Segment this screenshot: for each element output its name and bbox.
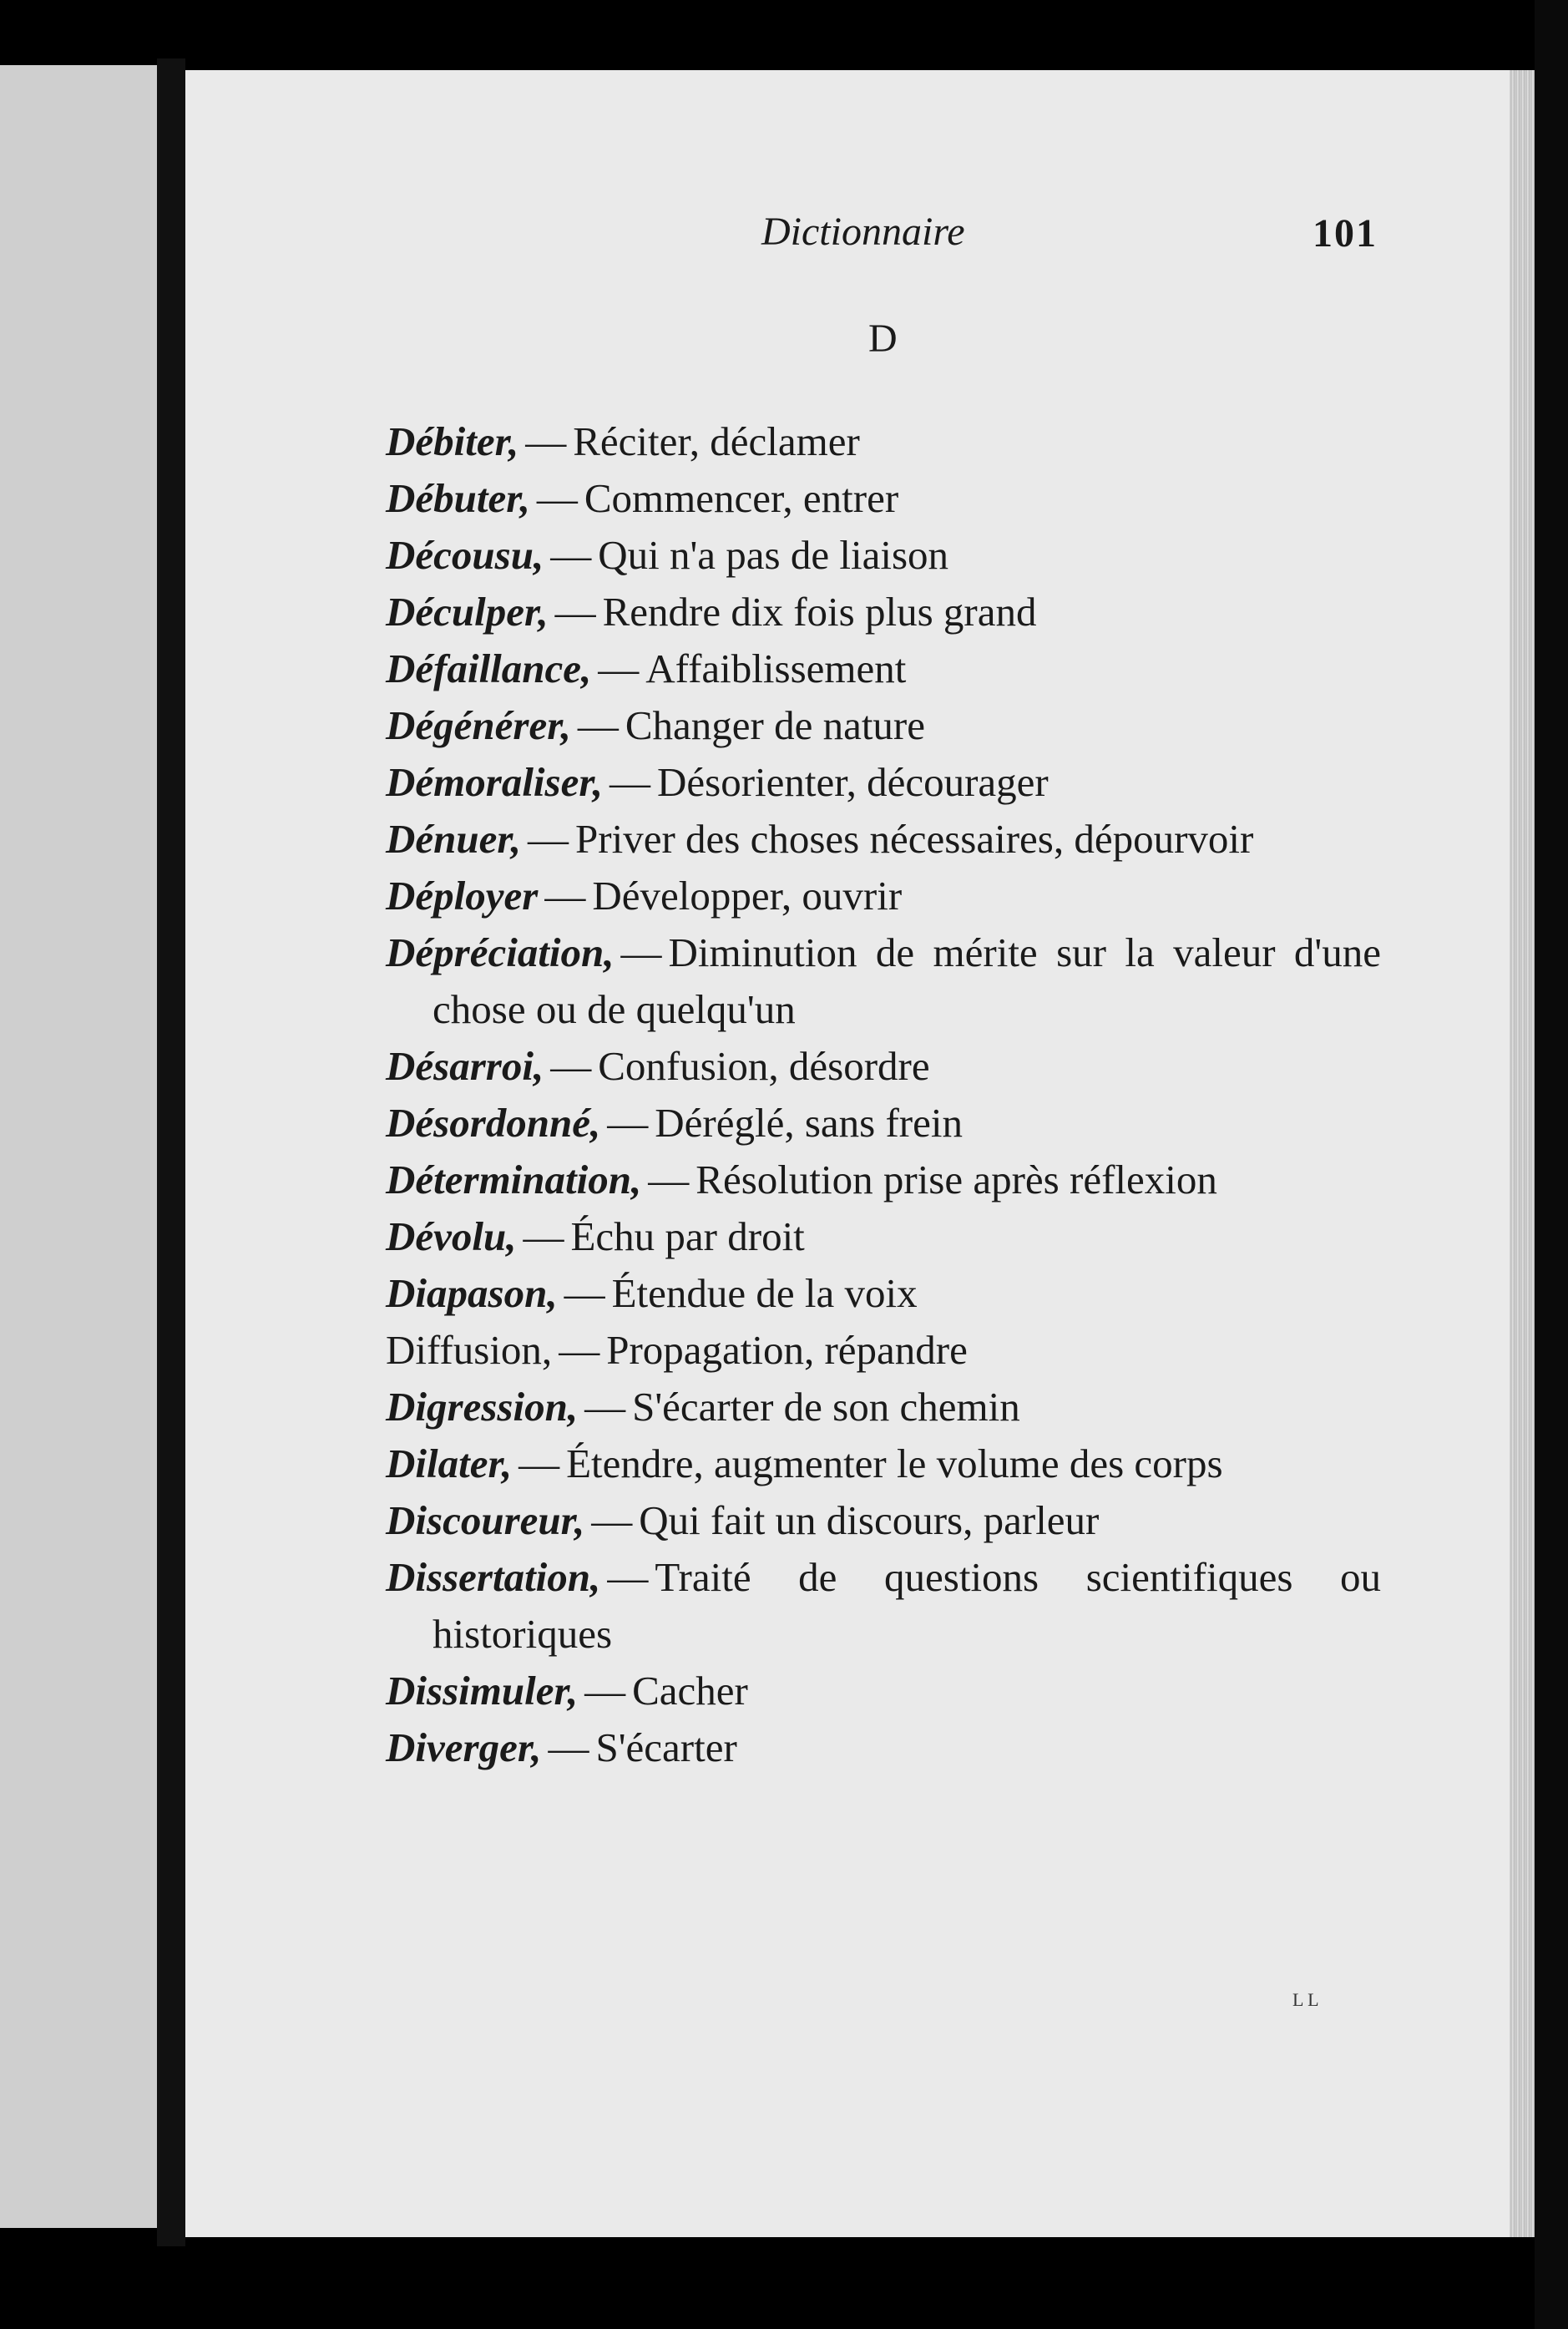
headword: Désordonné, xyxy=(386,1100,601,1146)
dictionary-entry xyxy=(386,1492,1381,1549)
headword: Diffusion, xyxy=(386,1327,553,1373)
headword: Dissimuler, xyxy=(386,1668,579,1714)
dictionary-entry xyxy=(386,868,1381,924)
definition: Désorienter, décourager xyxy=(656,759,1049,805)
headword: Dévolu, xyxy=(386,1213,517,1259)
definition: Échu par droit xyxy=(570,1213,805,1259)
headword: Déployer xyxy=(386,873,539,919)
dictionary-entry xyxy=(386,1265,1381,1322)
dictionary-entry xyxy=(386,1152,1381,1208)
separator: — xyxy=(609,759,650,805)
definition: Qui fait un discours, parleur xyxy=(639,1497,1100,1543)
definition: Changer de nature xyxy=(625,702,926,748)
definition: S'écarter xyxy=(595,1724,737,1770)
dictionary-entry xyxy=(386,754,1381,811)
definition: Étendre, augmenter le volume des corps xyxy=(566,1440,1223,1486)
separator: — xyxy=(528,816,569,862)
book-gutter xyxy=(157,58,185,2246)
definition: Déréglé, sans frein xyxy=(655,1100,963,1146)
definition: Affaiblissement xyxy=(645,646,907,691)
dictionary-entry xyxy=(386,1038,1381,1095)
headword: Débiter, xyxy=(386,418,519,464)
dictionary-entry xyxy=(386,527,1381,584)
separator: — xyxy=(584,1668,626,1714)
separator: — xyxy=(518,1440,560,1486)
separator: — xyxy=(620,929,662,975)
separator: — xyxy=(544,873,586,919)
headword: Décousu, xyxy=(386,532,544,578)
definition: Propagation, répandre xyxy=(606,1327,968,1373)
dictionary-entry xyxy=(386,1208,1381,1265)
left-page-margin xyxy=(0,65,159,2228)
headword: Dilater, xyxy=(386,1440,513,1486)
page-header xyxy=(185,209,1528,276)
headword: Diapason, xyxy=(386,1270,558,1316)
separator: — xyxy=(525,418,567,464)
definition: Cacher xyxy=(632,1668,748,1714)
dictionary-entry xyxy=(386,470,1381,527)
definition: Commencer, entrer xyxy=(584,475,899,521)
headword: Discoureur, xyxy=(386,1497,585,1543)
dictionary-entry xyxy=(386,811,1381,868)
dictionary-entry xyxy=(386,1663,1381,1719)
page-number: 101 xyxy=(1313,211,1378,256)
page-stack-edge xyxy=(1510,70,1535,2237)
definition: Traité de questions scientifiques ou historiques xyxy=(432,1554,1381,1657)
definition: Qui n'a pas de liaison xyxy=(598,532,949,578)
headword: Dégénérer, xyxy=(386,702,571,748)
definition: Confusion, désordre xyxy=(598,1043,930,1089)
separator: — xyxy=(598,646,640,691)
separator: — xyxy=(554,589,596,635)
separator: — xyxy=(550,1043,592,1089)
separator: — xyxy=(607,1100,649,1146)
headword: Débuter, xyxy=(386,475,530,521)
separator: — xyxy=(591,1497,633,1543)
separator: — xyxy=(550,532,592,578)
scan-border xyxy=(1535,0,1568,2329)
dictionary-entry xyxy=(386,697,1381,754)
dictionary-entry xyxy=(386,1435,1381,1492)
headword: Détermination, xyxy=(386,1157,642,1202)
dictionary-entry xyxy=(386,1549,1381,1663)
headword: Défaillance, xyxy=(386,646,592,691)
dictionary-entry xyxy=(386,640,1381,697)
separator: — xyxy=(607,1554,649,1600)
definition: Étendue de la voix xyxy=(611,1270,918,1316)
dictionary-entry xyxy=(386,1322,1381,1379)
headword: Désarroi, xyxy=(386,1043,544,1089)
headword: Dissertation, xyxy=(386,1554,601,1600)
separator: — xyxy=(564,1270,605,1316)
dictionary-entry xyxy=(386,413,1381,470)
definition: Priver des choses nécessaires, dépourvoir xyxy=(575,816,1254,862)
headword: Démoraliser, xyxy=(386,759,603,805)
dictionary-entry xyxy=(386,1719,1381,1776)
headword: Diverger, xyxy=(386,1724,542,1770)
definition: Développer, ouvrir xyxy=(592,873,903,919)
dictionary-entries xyxy=(386,413,1381,1776)
definition: Diminution de mérite sur la valeur d'une chose ou de quelqu'un xyxy=(432,929,1381,1032)
separator: — xyxy=(548,1724,589,1770)
definition: Réciter, déclamer xyxy=(573,418,860,464)
dictionary-entry xyxy=(386,1095,1381,1152)
separator: — xyxy=(584,1384,626,1430)
running-title: Dictionnaire xyxy=(761,210,965,254)
section-letter: D xyxy=(868,316,898,361)
dictionary-entry xyxy=(386,1379,1381,1435)
dictionary-entry xyxy=(386,584,1381,640)
headword: Dépréciation, xyxy=(386,929,615,975)
separator: — xyxy=(648,1157,690,1202)
headword: Déculper, xyxy=(386,589,549,635)
separator: — xyxy=(559,1327,600,1373)
separator: — xyxy=(577,702,619,748)
definition: Résolution prise après réflexion xyxy=(695,1157,1217,1202)
definition: S'écarter de son chemin xyxy=(632,1384,1020,1430)
definition: Rendre dix fois plus grand xyxy=(602,589,1037,635)
headword: Digression, xyxy=(386,1384,579,1430)
headword: Dénuer, xyxy=(386,816,522,862)
printer-mark: L L xyxy=(1292,1989,1319,2010)
separator: — xyxy=(523,1213,564,1259)
dictionary-entry xyxy=(386,924,1381,1038)
separator: — xyxy=(536,475,578,521)
